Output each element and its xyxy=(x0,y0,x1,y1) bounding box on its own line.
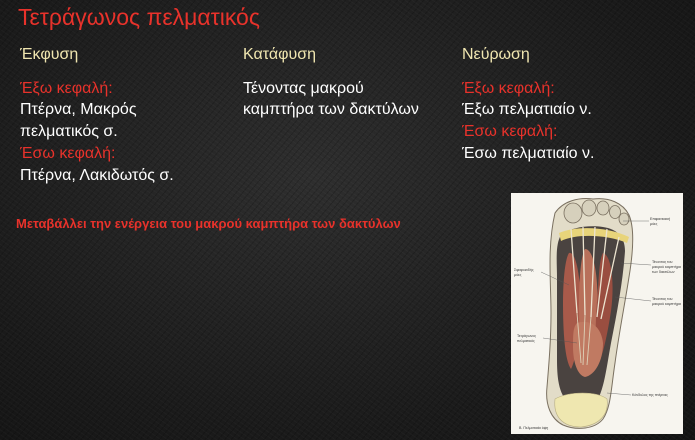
insertion-header: Κατάφυση xyxy=(243,46,316,63)
origin-lateral-head-text-2: πελματικός σ. xyxy=(20,123,118,140)
innervation-medial-head-text: Έσω πελματιαίο ν. xyxy=(462,145,595,162)
figure-label-right-4: Κόνδυλος της πτέρνας xyxy=(632,393,668,397)
innervation-lateral-head-text: Έξω πελματιαίο ν. xyxy=(462,101,592,118)
insertion-text-1: Τένοντας μακρού xyxy=(243,80,364,97)
innervation-medial-head-label: Έσω κεφαλή: xyxy=(462,123,558,140)
figure-label-left-1: Σφαιροειδής xyxy=(514,268,534,272)
figure-label-right-3: Τένοντας του xyxy=(652,297,673,301)
origin-medial-head-label: Έσω κεφαλή: xyxy=(20,145,116,162)
origin-header: Έκφυση xyxy=(20,46,79,63)
figure-label-right-2c: των δακτύλων xyxy=(652,270,675,274)
figure-label-left-2b: πελματικός xyxy=(517,339,535,343)
origin-lateral-head-label: Έξω κεφαλή: xyxy=(20,80,113,97)
slide-title: Τετράγωνος πελματικός xyxy=(18,4,260,30)
figure-label-right-1: Επιφανειακή xyxy=(650,217,671,221)
figure-label-right-1b: μύες xyxy=(650,222,658,226)
insertion-text-2: καμπτήρα των δακτύλων xyxy=(243,101,419,118)
figure-label-right-2: Τένοντας του xyxy=(652,260,673,264)
figure-label-left-2: Τετράγωνος xyxy=(517,334,537,338)
figure-label-right-2b: μακρού καμπτήρα xyxy=(652,265,681,269)
figure-label-left-1b: μύες xyxy=(514,273,522,277)
origin-medial-head-text: Πτέρνα, Λακιδωτός σ. xyxy=(20,167,174,184)
innervation-header: Νεύρωση xyxy=(462,46,530,63)
figure-caption: Β. Πελματιαία όψη xyxy=(519,426,549,430)
figure-label-right-3b: μακρού καμπτήρα xyxy=(652,302,681,306)
origin-lateral-head-text-1: Πτέρνα, Μακρός xyxy=(20,101,137,118)
innervation-lateral-head-label: Έξω κεφαλή: xyxy=(462,80,555,97)
function-note: Μεταβάλλει την ενέργεια του μακρού καμπτήρα των δακτύλων xyxy=(16,216,401,231)
foot-sole-illustration xyxy=(511,193,683,434)
